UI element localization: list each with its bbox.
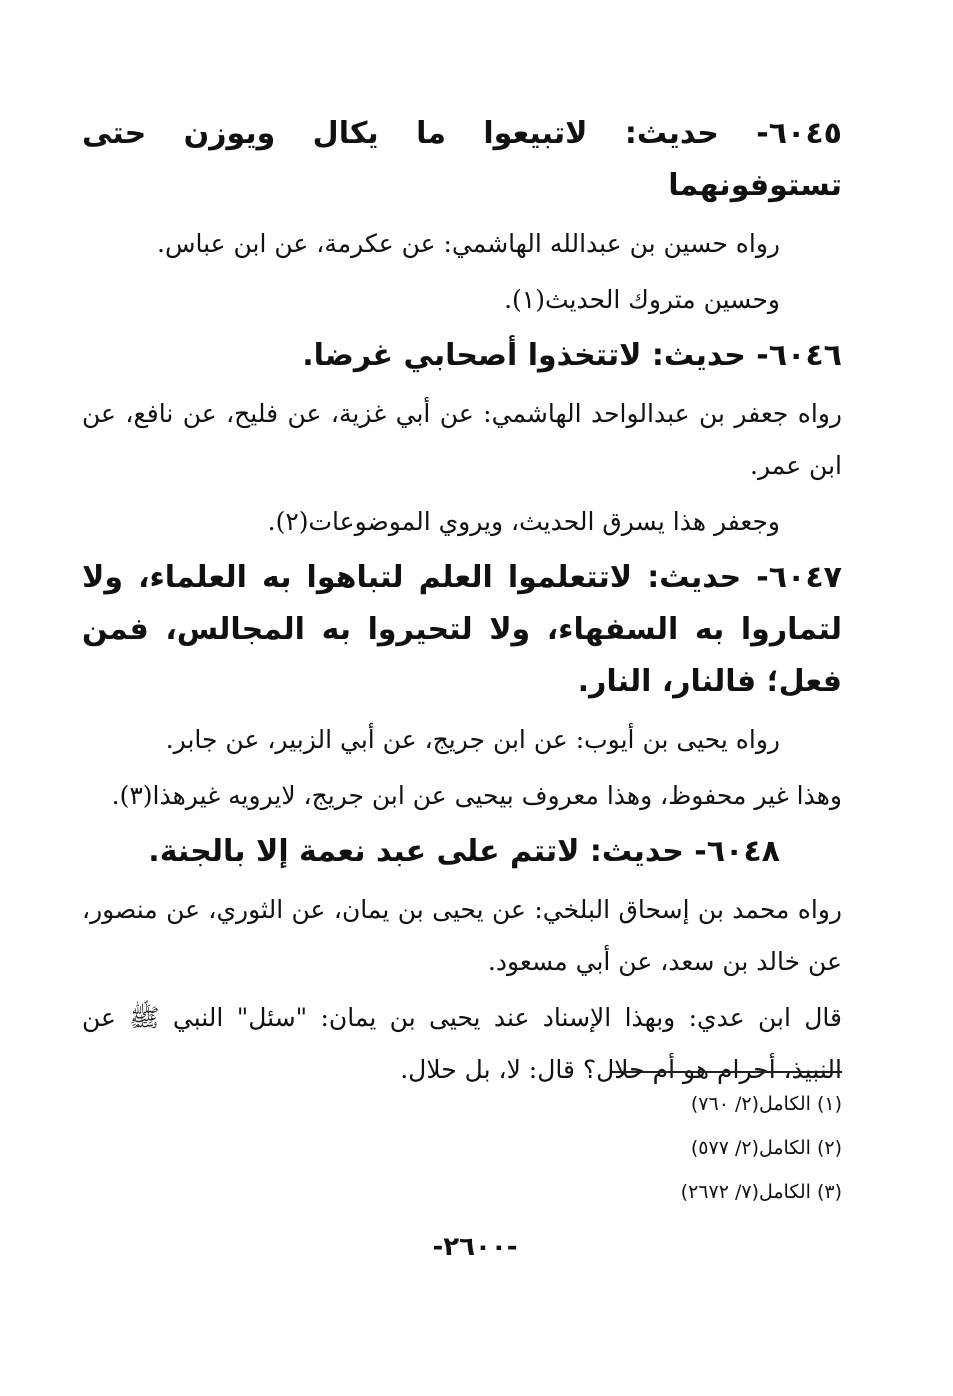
narration-line: قال ابن عدي: وبهذا الإسناد عند يحيى بن يمان: "سئل" النبي ﷺ عن النبيذ، أحرام هو أم حلال؟ قال: لا، بل حلال. (82, 1003, 842, 1084)
narration-line: رواه حسين بن عبدالله الهاشمي: عن عكرمة، عن ابن عباس. (157, 229, 780, 258)
narration-line: وجعفر هذا يسرق الحديث، ويروي الموضوعات(٢). (267, 507, 780, 536)
narration-line: وحسين متروك الحديث(١). (504, 285, 780, 314)
main-text (82, 108, 842, 1100)
hadith-heading-6045: ٦٠٤٥- حديث: لاتبيعوا ما يكال ويوزن حتى تستوفونهما (82, 116, 842, 203)
page-number: -٢٦٠٠- (432, 1232, 518, 1262)
hadith-heading-6047: ٦٠٤٧- حديث: لاتتعلموا العلم لتباهوا به العلماء، ولا لتماروا به السفهاء، ولا لتحيروا به المجالس، فمن فعل؛ فالنار، النار. (82, 560, 842, 699)
hadith-heading-6048: ٦٠٤٨- حديث: لاتتم على عبد نعمة إلا بالجنة. (148, 834, 780, 869)
narration-line: رواه محمد بن إسحاق البلخي: عن يحيى بن يمان، عن الثوري، عن منصور، عن خالد بن سعد، عن أبي مسعود. (82, 895, 842, 976)
footnotes (560, 1082, 842, 1214)
narration-line: رواه يحيى بن أيوب: عن ابن جريج، عن أبي الزبير، عن جابر. (165, 725, 780, 754)
hadith-heading-6046: ٦٠٤٦- حديث: لاتتخذوا أصحابي غرضا. (302, 338, 842, 373)
narration-line: رواه جعفر بن عبدالواحد الهاشمي: عن أبي غزية، عن فليح، عن نافع، عن ابن عمر. (82, 399, 842, 480)
footnote-2: (٢) الكامل(٢/ ٥٧٧) (690, 1137, 842, 1159)
footnote-1: (١) الكامل(٢/ ٧٦٠) (690, 1093, 842, 1115)
footnote-3: (٣) الكامل(٧/ ٢٦٧٢) (680, 1181, 842, 1203)
narration-line: وهذا غير محفوظ، وهذا معروف بيحيى عن ابن جريج، لايرويه غيرهذا(٣). (111, 781, 842, 810)
footnote-divider (612, 1071, 842, 1073)
